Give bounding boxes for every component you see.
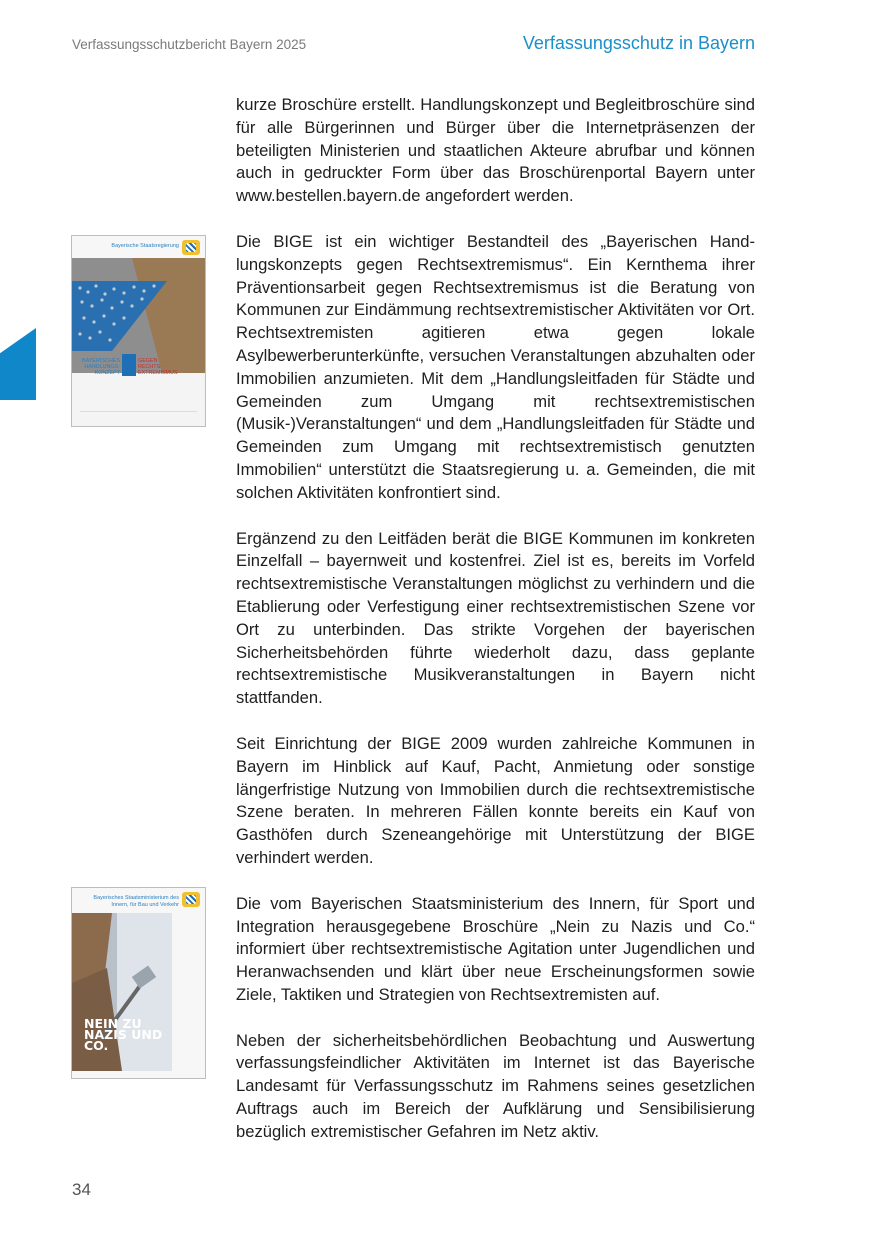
cover-title-right: GEGEN RECHTS-EXTREMISMUS: [138, 358, 178, 376]
paragraph: Ergänzend zu den Leitfäden berät die BIGE Kommunen im konkreten Einzelfall – bayernweit und kostenfrei. Ziel ist es, bereits im Vorfeld rechtsextremistische Veranstaltungen möglichst zu verhindern und die Etablierung oder Verfestigung einer rechtsextremistischen Szene vor Ort zu unterbinden. Das strikte Vorgehen der bayerischen Sicherheitsbehörden führte wiederholt dazu, dass geplante rechtsextremistische Musikveranstaltungen in Bayern nicht stattfanden.: [236, 528, 755, 708]
cover-title-left: BAYERISCHES HANDLUNGS-KONZEPT: [82, 358, 120, 376]
paragraph: Neben der sicherheitsbehördlichen Beobachtung und Auswertung verfassungsfeindlicher Aktivitäten im Internet ist das Bayerische Landesamt für Verfassungsschutz im Rahmens seines gesetzlichen Auftrags auch im Bereich der Aufklärung und Sensibilisierung bezüglich extremistischer Gefahren im Netz aktiv.: [236, 1030, 755, 1141]
bavarian-crest-icon: [182, 892, 200, 907]
paragraph: Die vom Bayerischen Staatsministerium des Innern, für Sport und Integration herausgegebene Broschüre „Nein zu Nazis und Co.“ informiert über rechtsextremistische Agitation unter Jugendlichen und Heranwachsenden und klärt über neue Erscheinungsformen sowie Ziele, Taktiken und Strategien von Rechtsextremisten auf.: [236, 893, 755, 1004]
paragraph: Seit Einrichtung der BIGE 2009 wurden zahlreiche Kommunen in Bayern im Hinblick auf Kauf, Pacht, Anmietung oder sonstige längerfristige Nutzung von Immobilien durch die rechtsextremistische Szene beraten. In mehreren Fällen konnte bereits ein Kauf von Gasthöfen durch Szeneangehörige mit Unterstützung der BIGE verhindert werden.: [236, 733, 755, 867]
paragraph: kurze Broschüre erstellt. Handlungskonzept und Begleitbroschüre sind für alle Bürgerinnen und Bürger über die Internetpräsenzen der beteiligten Ministerien und staatlichen Akteure abrufbar und können auch in gedruckter Form über das Broschürenportal Bayern unter www.bestellen.bayern.de angefordert werden.: [236, 95, 755, 206]
paragraph: Die BIGE ist ein wichtiger Bestandteil des „Bayerischen Handlungskonzepts gegen Rechtsextremismus“. Ein Kernthema ihrer Präventionsarbeit gegen Rechtsextremismus ist die Beratung von Kommunen zur Eindämmung rechtsextremistischer Aktivitäten vor Ort. Rechtsextremisten agitieren etwa gegen lokale Asylbewerberunterkünfte, versuchen Veranstaltungen abzuhalten oder Immobilien anzumieten. Mit dem „Handlungsleitfaden für Städte und Gemeinden zum Umgang mit rechtsextremistischen (Musik-)Veranstaltungen“ und dem „Handlungsleitfaden für Städte und Gemeinden zum Umgang mit rechtsextremistisch genutzten Immobilien“ unterstützt die Staatsregierung u. a. Gemeinden, die mit solchen Aktivitäten konfrontiert sind.: [236, 231, 755, 502]
bavarian-crest-icon: [182, 240, 200, 255]
chapter-title: Verfassungsschutz in Bayern: [522, 33, 755, 53]
brochure-cover-handlungskonzept: [71, 235, 206, 427]
cover-illustration: [72, 236, 206, 427]
chapter-marker-tab: [0, 328, 36, 400]
main-text: [236, 94, 755, 1167]
cover-emblem: [122, 354, 136, 376]
cover-header: Bayerisches Staatsministerium des Innern, für Bau und Verkehr: [93, 895, 179, 908]
page-number: 34: [72, 1180, 91, 1199]
cover-header: Bayerische Staatsregierung: [111, 243, 179, 249]
cover-title: NEIN ZU NAZIS UND CO.: [84, 1016, 163, 1053]
cover-footer-line: [80, 411, 197, 418]
brochure-cover-nein-zu-nazis: [71, 887, 206, 1079]
running-header-title: Verfassungsschutzbericht Bayern 2025: [72, 37, 307, 52]
